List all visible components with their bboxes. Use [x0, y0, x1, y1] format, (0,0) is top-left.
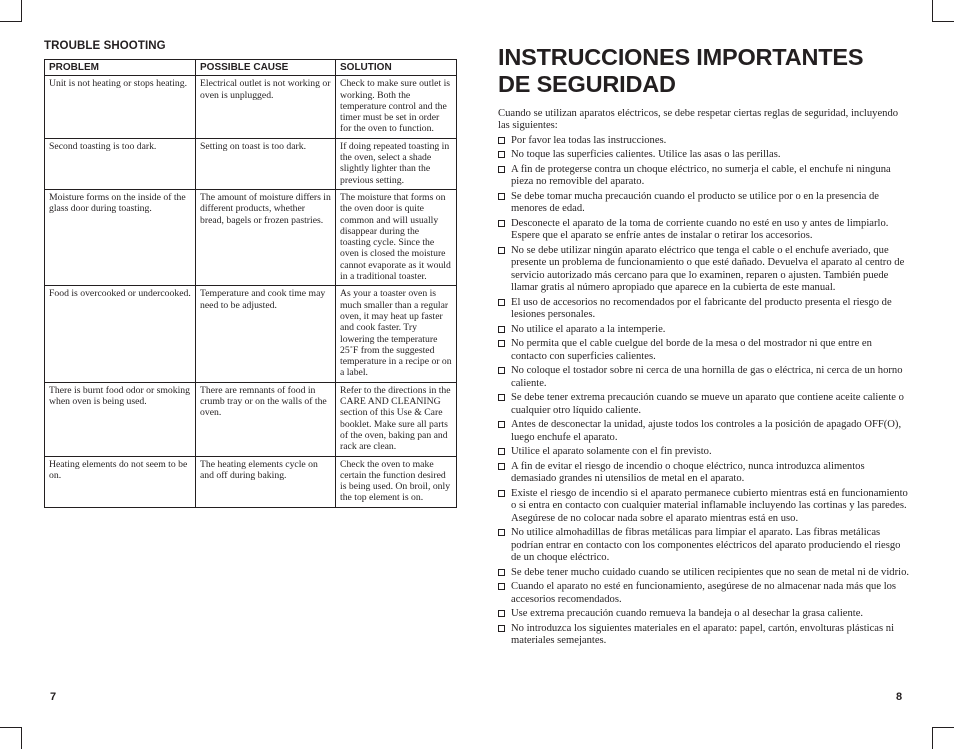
checkbox-bullet-icon	[498, 448, 505, 455]
table-cell-problem: There is burnt food odor or smoking when oven is being used.	[45, 382, 196, 456]
safety-list	[498, 135, 910, 648]
column-header-cause: POSSIBLE CAUSE	[196, 60, 336, 76]
list-item	[498, 581, 910, 606]
list-item-text: No se debe utilizar ningún aparato eléctrico que tenga el cable o el enchufe averiado, que presente un problema de funcionamiento o que esté dañado. Devuelva el aparato al centro de servicio autorizado más cercano para que lo examinen, reparen o ajusten. También puede llamar gratis al número apropiado que aparece en la cubierta de este manual.	[511, 245, 905, 294]
list-item-text: Cuando el aparato no esté en funcionamiento, asegúrese de no almacenar nada más que los accesorios recomendados.	[511, 581, 897, 605]
checkbox-bullet-icon	[498, 299, 505, 306]
checkbox-bullet-icon	[498, 137, 505, 144]
list-item	[498, 488, 910, 525]
left-page	[44, 40, 456, 508]
list-item	[498, 608, 910, 620]
page-title-line-2: DE SEGURIDAD	[498, 71, 676, 97]
list-item-text: No toque las superficies calientes. Utilice las asas o las perillas.	[511, 149, 781, 161]
crop-mark	[932, 0, 933, 22]
page-title-line-1: INSTRUCCIONES IMPORTANTES	[498, 44, 864, 70]
crop-mark	[0, 727, 22, 728]
table-cell-cause: There are remnants of food in crumb tray or on the walls of the oven.	[196, 382, 336, 456]
checkbox-bullet-icon	[498, 529, 505, 536]
checkbox-bullet-icon	[498, 394, 505, 401]
table-row	[45, 382, 457, 456]
checkbox-bullet-icon	[498, 193, 505, 200]
table-cell-solution: Check to make sure outlet is working. Both the temperature control and the timer must be set in order for the oven to function.	[336, 76, 457, 138]
crop-mark	[0, 21, 22, 22]
column-header-solution: SOLUTION	[336, 60, 457, 76]
table-cell-problem: Second toasting is too dark.	[45, 138, 196, 189]
table-cell-problem: Unit is not heating or stops heating.	[45, 76, 196, 138]
crop-mark	[932, 727, 954, 728]
list-item-text: Se debe tomar mucha precaución cuando el producto se utilice por o en la presencia de menores de edad.	[511, 191, 879, 215]
list-item-text: Existe el riesgo de incendio si el aparato permanece cubierto mientras está en funcionamiento o si entra en contacto con cualquier material inflamable incluyendo las cortinas y las paredes. Asegúrese de no colocar nada sobre el aparato mientras está en uso.	[511, 488, 908, 524]
list-item-text: Antes de desconectar la unidad, ajuste todos los controles a la posición de apagado OFF(O), luego enchufe el aparato.	[511, 419, 902, 443]
checkbox-bullet-icon	[498, 583, 505, 590]
list-item	[498, 365, 910, 390]
checkbox-bullet-icon	[498, 421, 505, 428]
list-item	[498, 324, 910, 336]
troubleshooting-table	[44, 59, 457, 508]
table-row	[45, 138, 457, 189]
list-item-text: Utilice el aparato solamente con el fin previsto.	[511, 446, 712, 458]
page-number-right: 8	[896, 691, 903, 703]
list-item-text: No utilice almohadillas de fibras metálicas para limpiar el aparato. Las fibras metálicas podrían entrar en contacto con los componentes eléctricos del aparato produciendo el riesgo de un choque eléctrico.	[511, 527, 901, 564]
list-item	[498, 338, 910, 363]
list-item	[498, 191, 910, 216]
table-cell-problem: Moisture forms on the inside of the glass door during toasting.	[45, 189, 196, 285]
list-item	[498, 135, 910, 147]
intro-paragraph: Cuando se utilizan aparatos eléctricos, se debe respetar ciertas reglas de seguridad, incluyendo las siguientes:	[498, 108, 899, 132]
list-item	[498, 567, 910, 579]
list-item-text: El uso de accesorios no recomendados por el fabricante del producto presenta el riesgo de lesiones personales.	[511, 296, 892, 321]
list-item-text: Se debe tener extrema precaución cuando se mueve un aparato que contiene aceite caliente o cualquier otro líquido caliente.	[511, 392, 904, 416]
table-cell-cause: The heating elements cycle on and off during baking.	[196, 456, 336, 507]
table-row	[45, 189, 457, 285]
table-row	[45, 286, 457, 382]
checkbox-bullet-icon	[498, 490, 505, 497]
page-number-left: 7	[50, 691, 57, 703]
list-item	[498, 149, 910, 161]
right-page	[498, 44, 910, 650]
column-header-problem: PROBLEM	[45, 60, 196, 76]
crop-mark	[932, 21, 954, 22]
crop-mark	[21, 0, 22, 22]
table-cell-cause: The amount of moisture differs in different products, whether bread, bagels or frozen pastries.	[196, 189, 336, 285]
table-cell-cause: Setting on toast is too dark.	[196, 138, 336, 189]
list-item-text: No introduzca los siguientes materiales en el aparato: papel, cartón, envolturas plásticas ni materiales semejantes.	[511, 623, 895, 647]
checkbox-bullet-icon	[498, 166, 505, 173]
table-cell-problem: Food is overcooked or undercooked.	[45, 286, 196, 382]
checkbox-bullet-icon	[498, 220, 505, 227]
list-item	[498, 527, 910, 564]
list-item-text: Se debe tener mucho cuidado cuando se utilicen recipientes que no sean de metal ni de vidrio.	[511, 566, 910, 578]
list-item	[498, 392, 910, 417]
list-item-text: Por favor lea todas las instrucciones.	[511, 134, 667, 146]
table-row	[45, 76, 457, 138]
checkbox-bullet-icon	[498, 367, 505, 374]
list-item-text: Use extrema precaución cuando remueva la bandeja o al desechar la grasa caliente.	[511, 608, 864, 620]
section-heading: TROUBLE SHOOTING	[44, 40, 166, 52]
list-item-text: No permita que el cable cuelgue del borde de la mesa o del mostrador ni que entre en contacto con superficies calientes.	[511, 338, 872, 362]
checkbox-bullet-icon	[498, 151, 505, 158]
list-item-text: No coloque el tostador sobre ni cerca de una hornilla de gas o eléctrica, ni cerca de un horno caliente.	[511, 365, 903, 389]
list-item-text: A fin de protegerse contra un choque eléctrico, no sumerja el cable, el enchufe ni ninguna pieza no removible del aparato.	[511, 164, 891, 188]
checkbox-bullet-icon	[498, 340, 505, 347]
crop-mark	[932, 727, 933, 749]
checkbox-bullet-icon	[498, 569, 505, 576]
list-item	[498, 164, 910, 189]
list-item	[498, 419, 910, 444]
checkbox-bullet-icon	[498, 247, 505, 254]
list-item	[498, 461, 910, 486]
table-cell-problem: Heating elements do not seem to be on.	[45, 456, 196, 507]
crop-mark	[21, 727, 22, 749]
table-cell-solution: The moisture that forms on the oven door is quite common and will usually disappear during the toasting cycle. Since the oven is closed the moisture cannot evaporate as it would in a traditional toaster.	[336, 189, 457, 285]
list-item-text: Desconecte el aparato de la toma de corriente cuando no esté en uso y antes de limpiarlo. Espere que el aparato se enfríe antes de instalar o retirar los accesorios.	[511, 218, 889, 242]
table-cell-solution: If doing repeated toasting in the oven, select a shade slightly lighter than the previous setting.	[336, 138, 457, 189]
table-cell-solution: Check the oven to make certain the function desired is being used. On broil, only the top element is on.	[336, 456, 457, 507]
table-row	[45, 456, 457, 507]
page-title	[498, 44, 910, 98]
list-item-text: No utilice el aparato a la intemperie.	[511, 323, 666, 335]
list-item	[498, 245, 910, 295]
table-cell-cause: Temperature and cook time may need to be adjusted.	[196, 286, 336, 382]
checkbox-bullet-icon	[498, 625, 505, 632]
list-item	[498, 297, 910, 322]
list-item-text: A fin de evitar el riesgo de incendio o choque eléctrico, nunca introduzca alimentos demasiado grandes ni utensilios de metal en el aparato.	[511, 461, 865, 485]
checkbox-bullet-icon	[498, 610, 505, 617]
list-item	[498, 446, 910, 458]
checkbox-bullet-icon	[498, 326, 505, 333]
table-cell-cause: Electrical outlet is not working or oven is unplugged.	[196, 76, 336, 138]
table-cell-solution: As your a toaster oven is much smaller than a regular oven, it may heat up faster and cook faster. Try lowering the temperature 25˚F from the suggested temperature in a recipe or on a label.	[336, 286, 457, 382]
list-item	[498, 623, 910, 648]
checkbox-bullet-icon	[498, 463, 505, 470]
table-cell-solution: Refer to the directions in the CARE AND CLEANING section of this Use & Care booklet. Make sure all parts of the oven, baking pan and rack are clean.	[336, 382, 457, 456]
table-header-row	[45, 60, 457, 76]
list-item	[498, 218, 910, 243]
